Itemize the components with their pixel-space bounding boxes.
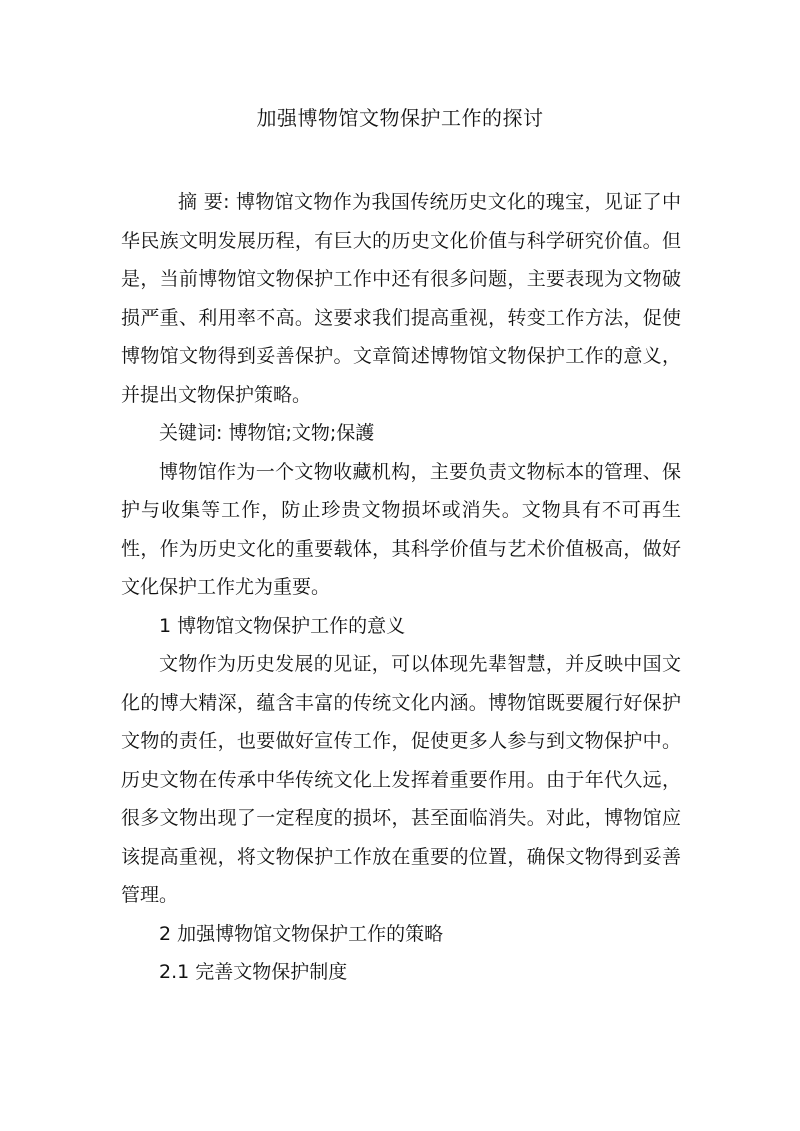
- intro-paragraph: 博物馆作为一个文物收藏机构，主要负责文物标本的管理、保护与收集等工作，防止珍贵文物损坏或消失。文物具有不可再生性，作为历史文化的重要载体，其科学价值与艺术价值极高，做好文化保护工作尤为重要。: [121, 460, 681, 598]
- abstract-paragraph: [121, 183, 681, 414]
- keywords-label: 关键词:: [159, 422, 223, 444]
- paper-title: 加强博物馆文物保护工作的探讨: [256, 106, 544, 130]
- section-2-1-heading: 2.1 完善文物保护制度: [159, 961, 348, 983]
- section-1-heading: 1 博物馆文物保护工作的意义: [159, 614, 406, 637]
- section-2-heading: 2 加强博物馆文物保护工作的策略: [159, 922, 444, 945]
- keywords-text: 博物馆;文物;保護: [228, 422, 375, 444]
- abstract-text: 博物馆文物作为我国传统历史文化的瑰宝，见证了中华民族文明发展历程，有巨大的历史文化价值与科学研究价值。但是，当前博物馆文物保护工作中还有很多问题，主要表现为文物破损严重、利用率不高。这要求我们提高重视，转变工作方法，促使博物馆文物得到妥善保护。文章简述博物馆文物保护工作的意义，并提出文物保护策略。: [121, 191, 681, 406]
- paper-body: [121, 183, 681, 992]
- section-1-paragraph: 文物作为历史发展的见证，可以体现先辈智慧，并反映中国文化的博大精深，蕴含丰富的传统文化内涵。博物馆既要履行好保护文物的责任，也要做好宣传工作，促使更多人参与到文物保护中。历史文物在传承中华传统文化上发挥着重要作用。由于年代久远，很多文物出现了一定程度的损坏，甚至面临消失。对此，博物馆应该提高重视，将文物保护工作放在重要的位置，确保文物得到妥善管理。: [121, 653, 681, 906]
- keywords-line: [121, 414, 681, 453]
- abstract-label: 摘 要:: [178, 191, 230, 213]
